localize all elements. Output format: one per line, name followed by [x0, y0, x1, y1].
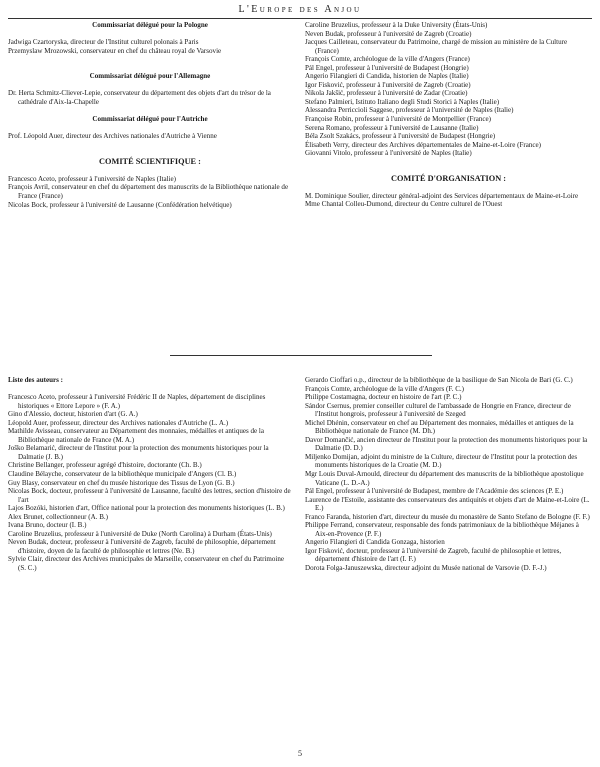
author-left-2: Gino d'Alessio, docteur, historien d'art (G. A.): [8, 410, 138, 419]
author-right-15: Dorota Folga-Januszewska, directeur adjoint du Musée national de Varsovie (D. F.-J.): [305, 564, 547, 573]
heading-liste-auteurs: Liste des auteurs :: [8, 376, 64, 384]
author-left-8: Guy Blasy, conservateur en chef du musée historique des Tissus de Lyon (G. B.): [8, 478, 235, 487]
entry-scientifique-17: Élisabeth Verry, directeur des Archives départementales de Maine-et-Loire (France): [305, 140, 541, 149]
author-left-15: Sylvie Clair, directeur des Archives municipales de Marseille, conservateur en chef du Patrimoine (S. C.): [8, 555, 285, 572]
section-divider: [170, 355, 432, 356]
page-number: 5: [298, 749, 302, 758]
author-right-6: Davor Domančić, ancien directeur de l'Institut pour la protection des monuments historiques pour la Dalmatie (D. D.): [305, 435, 588, 453]
right-top-column: [305, 21, 592, 209]
entry-scientifique-14: Françoise Robin, professeur à l'université de Montpellier (France): [305, 115, 491, 124]
author-left-12: Ivana Bruno, docteur (I. B.): [8, 521, 87, 530]
entry-pologne-2: Przemyslaw Mrozowski, conservateur en chef du château royal de Varsovie: [8, 46, 222, 55]
entry-organisation-2: Mme Chantal Colleu-Dumond, directeur du Centre culturel de l'Ouest: [305, 200, 503, 209]
entry-scientifique-18: Giovanni Vitolo, professeur à l'université de Naples (Italie): [305, 149, 472, 158]
running-title: L'Europe des Anjou: [238, 4, 362, 15]
author-right-5: Michel Dhénin, conservateur en chef au Département des monnaies, médailles et antiques de la Bibliothèque nationale de France (M. Dh.): [305, 418, 574, 436]
entry-scientifique-7: François Comte, archéologue de la ville d'Angers (France): [305, 55, 470, 64]
entry-scientifique-9: Angerio Filangieri di Candida, historien de Naples (Italie): [305, 72, 469, 81]
author-left-1: Francesco Aceto, professeur à l'université Frédéric II de Naples, département de disciplines historiques « Ettore Lepore » (F. A.): [8, 393, 266, 410]
entry-organisation-1: M. Dominique Soulier, directeur général-adjoint des Services départementaux de Maine-et-Loire: [305, 191, 579, 200]
author-right-8: Mgr Louis Duval-Arnould, directeur du département des manuscrits de la bibliothèque apostolique Vaticane (L. D.-A.): [305, 470, 584, 487]
author-left-11: Alex Brunet, collectionneur (A. B.): [8, 512, 108, 521]
entry-scientifique-8: Pál Engel, professeur à l'université de Budapest (Hongrie): [305, 63, 469, 72]
entry-scientifique-16: Béla Zsolt Szakács, professeur à l'université de Budapest (Hongrie): [305, 132, 496, 141]
author-right-2: François Comte, archéologue de la ville d'Angers (F. C.): [305, 384, 465, 393]
author-right-7: Miljenko Domijan, adjoint du ministre de la Culture, directeur de l'Institut pour la protection des monuments historiques de la Croatie (M. D.): [305, 452, 578, 470]
author-right-13: Angerio Filangieri di Candida Gonzaga, historien: [305, 538, 445, 547]
heading-allemagne: Commissariat délégué pour l'Allemagne: [89, 72, 211, 81]
entry-allemagne-1: Dr. Herta Schmitz-Cliever-Lepie, conservateur du département des objets d'art du trésor de la cathédrale d'Aix-la-Chapelle: [8, 89, 271, 106]
entry-scientifique-10: Igor Fisković, professeur à l'université de Zagreb (Croatie): [305, 80, 471, 89]
header-rule: [8, 18, 592, 19]
entry-scientifique-12: Stefano Palmieri, Istituto Italiano degli Studi Storici à Naples (Italie): [305, 97, 500, 106]
entry-scientifique-3: Nicolas Bock, professeur à l'université de Lausanne (Confédération helvétique): [8, 200, 232, 209]
author-left-3: Léopold Auer, professeur, directeur des Archives nationales d'Autriche (L. A.): [8, 418, 229, 427]
author-right-9: Pál Engel, professeur à l'université de Budapest, membre de l'Académie des sciences (P. E.): [305, 487, 564, 496]
entry-pologne-1: Jadwiga Czartoryska, directeur de l'Institut culturel polonais à Paris: [8, 38, 199, 47]
heading-comite-scientifique: COMITÉ SCIENTIFIQUE :: [99, 156, 201, 166]
author-left-6: Christine Bellanger, professeur agrégé d'histoire, doctorante (Ch. B.): [8, 461, 202, 470]
entry-autriche-1: Prof. Léopold Auer, directeur des Archives nationales d'Autriche à Vienne: [8, 132, 217, 141]
entry-scientifique-4: Caroline Bruzelius, professeur à la Duke University (États-Unis): [305, 21, 488, 29]
author-right-3: Philippe Costamagna, docteur en histoire de l'art (P. C.): [305, 393, 462, 402]
entry-scientifique-15: Serena Romano, professeur à l'université de Lausanne (Italie): [305, 123, 479, 132]
entry-scientifique-2: François Avril, conservateur en chef du département des manuscrits de la Bibliothèque nationale de France (France): [8, 183, 289, 201]
author-left-14: Neven Budak, docteur, professeur à l'université de Zagreb, faculté de philosophie, département d'histoire, doyen de la faculté de philosophie et lettres (Ne. B.): [8, 538, 276, 555]
left-top-column: [8, 21, 292, 209]
entry-scientifique-6: Jacques Cailleteau, conservateur du Patrimoine, chargé de mission au ministère de la Culture (France): [305, 38, 568, 55]
author-right-1: Gerardo Cioffari o.p., directeur de la bibliothèque de la basilique de San Nicola de Bari (G. C.): [305, 376, 573, 384]
heading-comite-organisation: COMITÉ D'ORGANISATION :: [390, 173, 507, 183]
author-right-14: Igor Fisković, docteur, professeur à l'université de Zagreb, faculté de philosophie et lettres, département d'histoire de l'art (I. F.): [305, 546, 562, 564]
entry-scientifique-1: Francesco Aceto, professeur à l'université de Naples (Italie): [8, 174, 176, 183]
author-left-10: Lajos Bozóki, historien d'art, Office national pour la protection des monuments historiques (L. B.): [8, 504, 285, 513]
authors-right-column: [305, 376, 592, 573]
entry-scientifique-13: Alessandra Perriccioli Saggese, professeur à l'université de Naples (Italie): [305, 106, 514, 115]
author-left-5: Joško Belamarić, directeur de l'Institut pour la protection des monuments historiques pour la Dalmatie (J. B.): [8, 444, 269, 461]
author-left-9: Nicolas Bock, docteur, professeur à l'université de Lausanne, faculté des lettres, section d'histoire de l'art: [8, 487, 291, 504]
author-right-4: Sándor Csernus, premier conseiller culturel de l'ambassade de Hongrie en France, directeur de l'Institut hongrois, professeur à l'université de Szeged: [305, 401, 571, 419]
authors-left-column: [8, 376, 292, 573]
entry-scientifique-5: Neven Budak, professeur à l'université de Zagreb (Croatie): [305, 29, 472, 38]
author-right-12: Philippe Ferrand, conservateur, responsable des fonds patrimoniaux de la bibliothèque Méjanes à Aix-en-Provence (P. F.): [305, 521, 579, 538]
entry-scientifique-11: Nikola Jakšić, professeur à l'université de Zadar (Croatie): [305, 89, 468, 98]
author-left-7: Claudine Bélayche, conservateur de la bibliothèque municipale d'Angers (Cl. B.): [8, 469, 237, 478]
heading-autriche: Commissariat délégué pour l'Autriche: [92, 115, 208, 124]
author-left-13: Caroline Bruzelius, professeur à l'université de Duke (North Carolina) à Durham (États-Unis): [8, 529, 272, 538]
author-left-4: Mathilde Avisseau, conservateur au Département des monnaies, médailles et antiques de la Bibliothèque nationale de France (M. A.): [8, 427, 265, 444]
author-right-10: Laurence de l'Estoile, assistante des conservateurs des antiquités et objets d'art de Maine-et-Loire (L. E.): [305, 495, 590, 513]
heading-pologne: Commissariat délégué pour la Pologne: [92, 21, 208, 29]
author-right-11: Franco Faranda, historien d'art, directeur du musée du monastère de Santo Stefano de Bologne (F. F.): [305, 512, 590, 521]
